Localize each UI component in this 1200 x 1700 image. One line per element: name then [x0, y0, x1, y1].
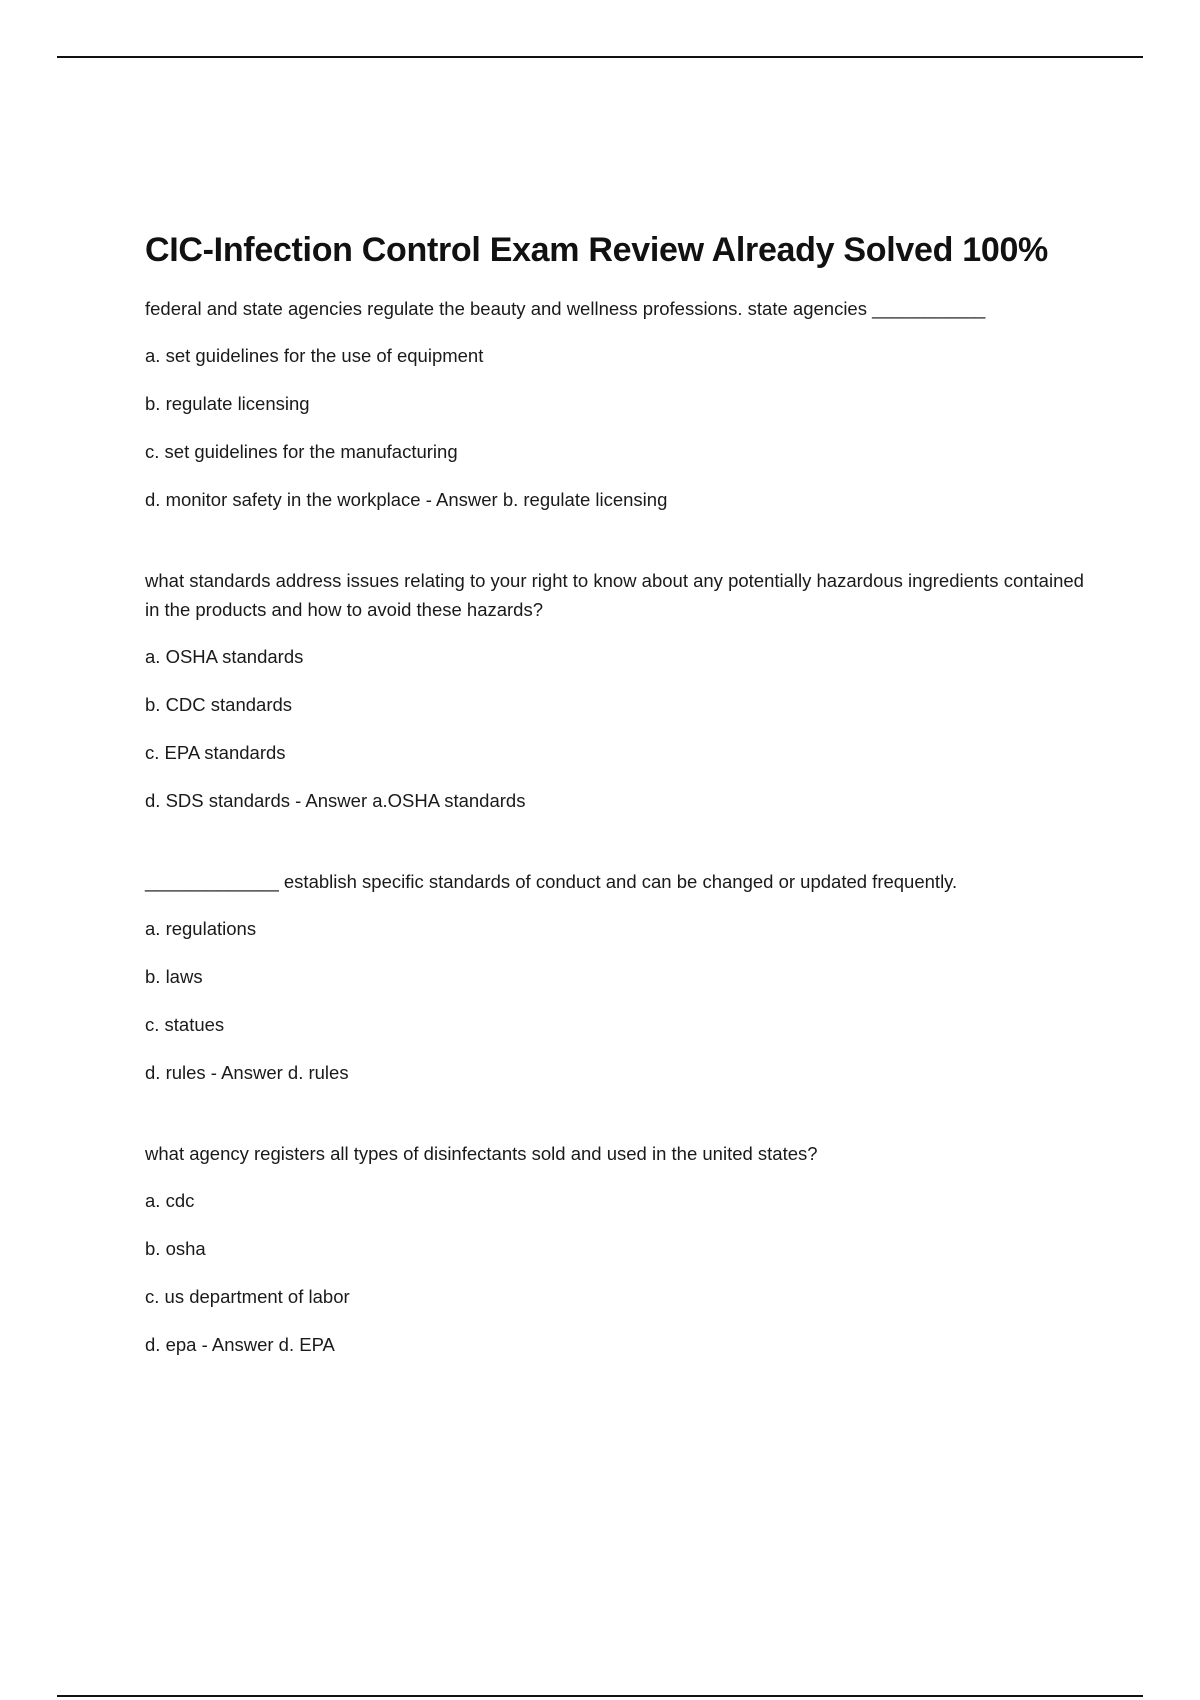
- answer-option: c. statues: [145, 1014, 225, 1035]
- document-body: [145, 226, 1095, 1411]
- question-block-1: [145, 294, 1095, 514]
- question-block-2: [145, 566, 1095, 815]
- answer-option: b. regulate licensing: [145, 393, 310, 414]
- answer-option: d. epa - Answer d. EPA: [145, 1334, 335, 1355]
- answer-option: a. set guidelines for the use of equipment: [145, 345, 484, 366]
- answer-option: a. regulations: [145, 918, 257, 939]
- answer-option: b. laws: [145, 966, 203, 987]
- question-block-3: [145, 867, 1095, 1087]
- answer-option: c. us department of labor: [145, 1286, 350, 1307]
- question-text: what agency registers all types of disinfectants sold and used in the united states?: [145, 1143, 818, 1164]
- header-rule: [57, 56, 1143, 58]
- answer-option: d. SDS standards - Answer a.OSHA standards: [145, 790, 526, 811]
- answer-option: a. cdc: [145, 1190, 195, 1211]
- footer-rule: [57, 1695, 1143, 1697]
- answer-option: a. OSHA standards: [145, 646, 304, 667]
- answer-option: d. rules - Answer d. rules: [145, 1062, 349, 1083]
- question-text: what standards address issues relating to your right to know about any potentially hazardous ingredients contained in the products and how to avoid these hazards?: [145, 570, 1084, 620]
- answer-option: c. set guidelines for the manufacturing: [145, 441, 458, 462]
- question-text: federal and state agencies regulate the beauty and wellness professions. state agencies ___________: [145, 298, 986, 319]
- document-title: CIC-Infection Control Exam Review Already Solved 100%: [145, 231, 1048, 269]
- answer-option: b. CDC standards: [145, 694, 293, 715]
- answer-option: c. EPA standards: [145, 742, 286, 763]
- answer-option: d. monitor safety in the workplace - Answer b. regulate licensing: [145, 489, 668, 510]
- answer-option: b. osha: [145, 1238, 206, 1259]
- question-text: _____________ establish specific standards of conduct and can be changed or updated frequently.: [145, 871, 958, 892]
- question-block-4: [145, 1139, 1095, 1359]
